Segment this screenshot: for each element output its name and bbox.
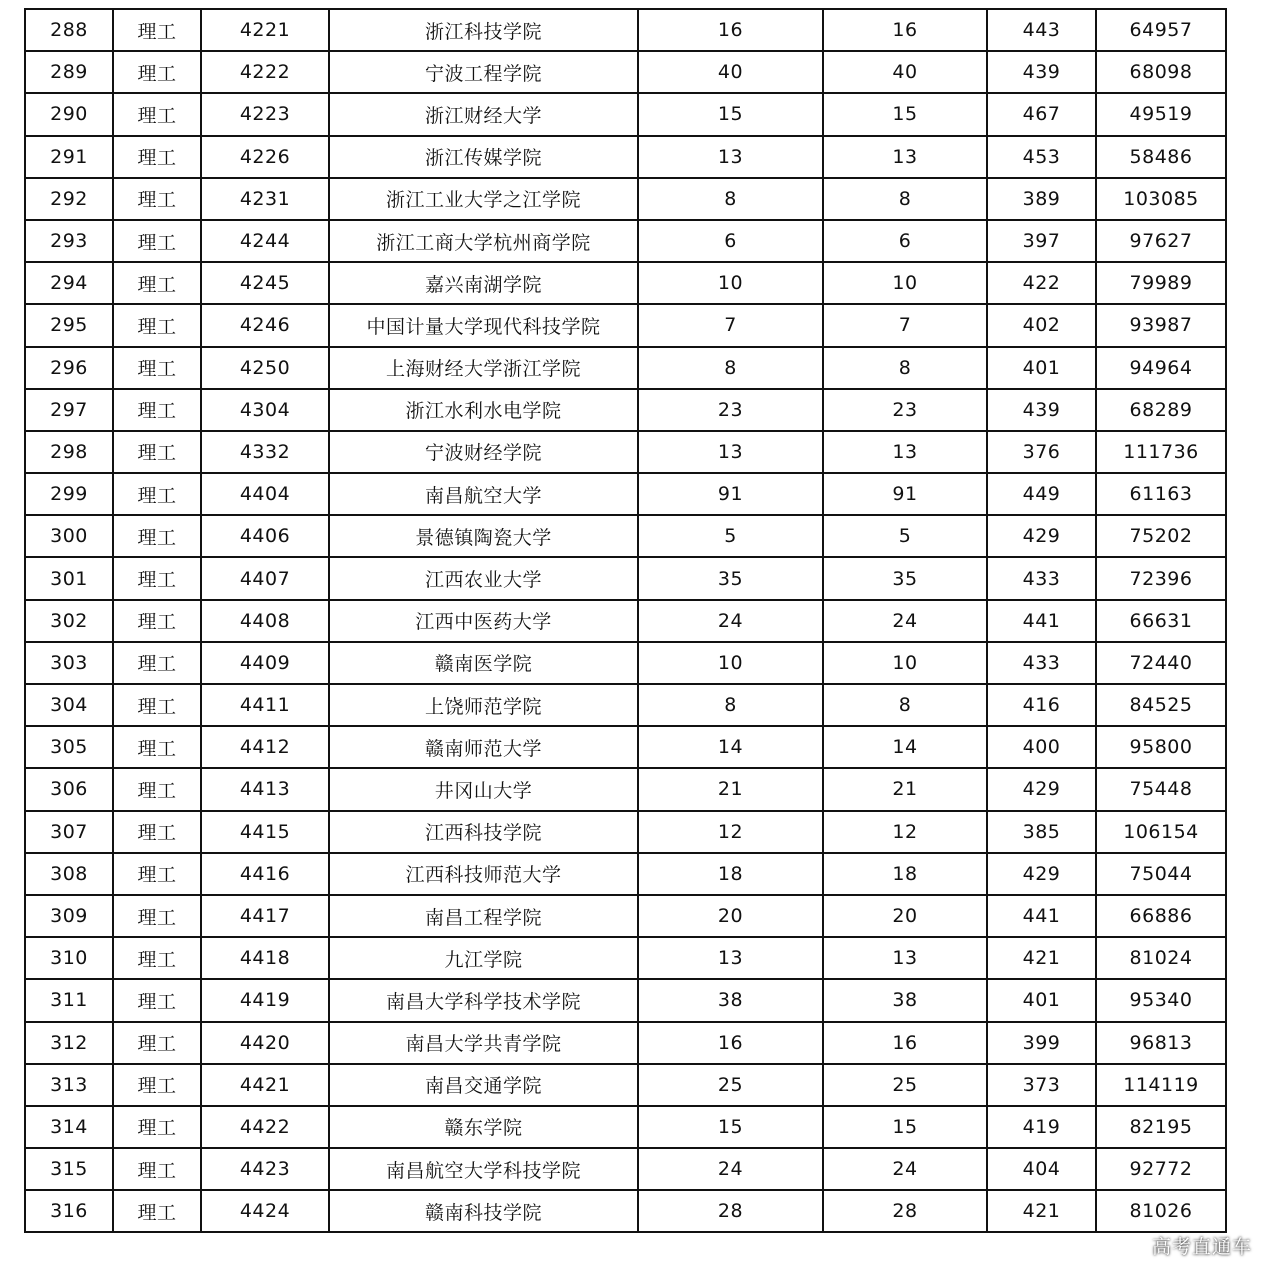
table-row (25, 642, 1226, 684)
min-score-cell: 400 (987, 726, 1096, 768)
index-cell: 295 (25, 304, 113, 346)
table-row (25, 853, 1226, 895)
table-row (25, 726, 1226, 768)
rank-cell: 75448 (1096, 768, 1226, 810)
admitted-count-cell: 13 (823, 937, 987, 979)
rank-cell: 72396 (1096, 557, 1226, 599)
table-row (25, 937, 1226, 979)
school-code-cell: 4418 (201, 937, 329, 979)
category-cell: 理工 (113, 51, 201, 93)
min-score-cell: 401 (987, 979, 1096, 1021)
min-score-cell: 439 (987, 389, 1096, 431)
watermark-text: 高考直通车 (1151, 1236, 1252, 1258)
admitted-count-cell: 20 (823, 895, 987, 937)
admitted-count-cell: 8 (823, 347, 987, 389)
rank-cell: 81026 (1096, 1190, 1226, 1232)
admitted-count-cell: 18 (823, 853, 987, 895)
rank-cell: 95340 (1096, 979, 1226, 1021)
table-row (25, 93, 1226, 135)
category-cell: 理工 (113, 895, 201, 937)
rank-cell: 111736 (1096, 431, 1226, 473)
school-name-cell: 浙江工商大学杭州商学院 (329, 220, 638, 262)
index-cell: 313 (25, 1064, 113, 1106)
table-row (25, 600, 1226, 642)
index-cell: 302 (25, 600, 113, 642)
rank-cell: 64957 (1096, 9, 1226, 51)
table-row (25, 473, 1226, 515)
category-cell: 理工 (113, 431, 201, 473)
min-score-cell: 397 (987, 220, 1096, 262)
school-code-cell: 4417 (201, 895, 329, 937)
school-code-cell: 4413 (201, 768, 329, 810)
school-code-cell: 4420 (201, 1022, 329, 1064)
admitted-count-cell: 40 (823, 51, 987, 93)
school-code-cell: 4245 (201, 262, 329, 304)
rank-cell: 103085 (1096, 178, 1226, 220)
index-cell: 308 (25, 853, 113, 895)
category-cell: 理工 (113, 979, 201, 1021)
school-name-cell: 上海财经大学浙江学院 (329, 347, 638, 389)
admitted-count-cell: 16 (823, 9, 987, 51)
category-cell: 理工 (113, 1022, 201, 1064)
index-cell: 288 (25, 9, 113, 51)
admitted-count-cell: 15 (823, 93, 987, 135)
table-row (25, 9, 1226, 51)
rank-cell: 97627 (1096, 220, 1226, 262)
table-row (25, 389, 1226, 431)
plan-count-cell: 8 (638, 347, 823, 389)
plan-count-cell: 38 (638, 979, 823, 1021)
category-cell: 理工 (113, 1148, 201, 1190)
school-code-cell: 4221 (201, 9, 329, 51)
category-cell: 理工 (113, 811, 201, 853)
school-name-cell: 宁波工程学院 (329, 51, 638, 93)
min-score-cell: 439 (987, 51, 1096, 93)
plan-count-cell: 40 (638, 51, 823, 93)
admitted-count-cell: 6 (823, 220, 987, 262)
school-name-cell: 江西科技师范大学 (329, 853, 638, 895)
rank-cell: 49519 (1096, 93, 1226, 135)
category-cell: 理工 (113, 515, 201, 557)
table-row (25, 1064, 1226, 1106)
plan-count-cell: 7 (638, 304, 823, 346)
min-score-cell: 385 (987, 811, 1096, 853)
category-cell: 理工 (113, 178, 201, 220)
index-cell: 298 (25, 431, 113, 473)
category-cell: 理工 (113, 557, 201, 599)
index-cell: 311 (25, 979, 113, 1021)
admitted-count-cell: 15 (823, 1106, 987, 1148)
school-code-cell: 4415 (201, 811, 329, 853)
rank-cell: 68289 (1096, 389, 1226, 431)
admitted-count-cell: 7 (823, 304, 987, 346)
school-code-cell: 4423 (201, 1148, 329, 1190)
school-name-cell: 江西科技学院 (329, 811, 638, 853)
plan-count-cell: 15 (638, 93, 823, 135)
admitted-count-cell: 8 (823, 684, 987, 726)
plan-count-cell: 24 (638, 600, 823, 642)
rank-cell: 81024 (1096, 937, 1226, 979)
school-code-cell: 4422 (201, 1106, 329, 1148)
category-cell: 理工 (113, 304, 201, 346)
rank-cell: 72440 (1096, 642, 1226, 684)
admitted-count-cell: 16 (823, 1022, 987, 1064)
category-cell: 理工 (113, 473, 201, 515)
admitted-count-cell: 10 (823, 262, 987, 304)
category-cell: 理工 (113, 1106, 201, 1148)
rank-cell: 84525 (1096, 684, 1226, 726)
plan-count-cell: 24 (638, 1148, 823, 1190)
plan-count-cell: 13 (638, 937, 823, 979)
school-code-cell: 4424 (201, 1190, 329, 1232)
table-row (25, 178, 1226, 220)
table-row (25, 51, 1226, 93)
category-cell: 理工 (113, 600, 201, 642)
index-cell: 307 (25, 811, 113, 853)
rank-cell: 96813 (1096, 1022, 1226, 1064)
category-cell: 理工 (113, 220, 201, 262)
school-name-cell: 赣南科技学院 (329, 1190, 638, 1232)
rank-cell: 82195 (1096, 1106, 1226, 1148)
category-cell: 理工 (113, 642, 201, 684)
category-cell: 理工 (113, 136, 201, 178)
index-cell: 294 (25, 262, 113, 304)
table-row (25, 220, 1226, 262)
admitted-count-cell: 38 (823, 979, 987, 1021)
admitted-count-cell: 28 (823, 1190, 987, 1232)
min-score-cell: 441 (987, 895, 1096, 937)
rank-cell: 75044 (1096, 853, 1226, 895)
admitted-count-cell: 23 (823, 389, 987, 431)
school-name-cell: 赣南医学院 (329, 642, 638, 684)
min-score-cell: 421 (987, 937, 1096, 979)
school-name-cell: 浙江财经大学 (329, 93, 638, 135)
rank-cell: 58486 (1096, 136, 1226, 178)
table-row (25, 515, 1226, 557)
category-cell: 理工 (113, 1064, 201, 1106)
plan-count-cell: 13 (638, 136, 823, 178)
school-name-cell: 浙江水利水电学院 (329, 389, 638, 431)
rank-cell: 92772 (1096, 1148, 1226, 1190)
min-score-cell: 433 (987, 642, 1096, 684)
admitted-count-cell: 35 (823, 557, 987, 599)
admitted-count-cell: 10 (823, 642, 987, 684)
school-code-cell: 4231 (201, 178, 329, 220)
rank-cell: 61163 (1096, 473, 1226, 515)
rank-cell: 93987 (1096, 304, 1226, 346)
plan-count-cell: 10 (638, 642, 823, 684)
category-cell: 理工 (113, 347, 201, 389)
rank-cell: 114119 (1096, 1064, 1226, 1106)
table-row (25, 557, 1226, 599)
school-code-cell: 4246 (201, 304, 329, 346)
admitted-count-cell: 5 (823, 515, 987, 557)
plan-count-cell: 91 (638, 473, 823, 515)
plan-count-cell: 12 (638, 811, 823, 853)
table-row (25, 811, 1226, 853)
min-score-cell: 416 (987, 684, 1096, 726)
school-name-cell: 江西农业大学 (329, 557, 638, 599)
plan-count-cell: 8 (638, 684, 823, 726)
school-name-cell: 井冈山大学 (329, 768, 638, 810)
table-row (25, 768, 1226, 810)
rank-cell: 75202 (1096, 515, 1226, 557)
min-score-cell: 373 (987, 1064, 1096, 1106)
school-code-cell: 4416 (201, 853, 329, 895)
min-score-cell: 467 (987, 93, 1096, 135)
school-name-cell: 赣南师范大学 (329, 726, 638, 768)
school-name-cell: 九江学院 (329, 937, 638, 979)
min-score-cell: 419 (987, 1106, 1096, 1148)
index-cell: 300 (25, 515, 113, 557)
min-score-cell: 421 (987, 1190, 1096, 1232)
category-cell: 理工 (113, 1190, 201, 1232)
index-cell: 301 (25, 557, 113, 599)
plan-count-cell: 25 (638, 1064, 823, 1106)
school-code-cell: 4250 (201, 347, 329, 389)
school-code-cell: 4411 (201, 684, 329, 726)
admitted-count-cell: 12 (823, 811, 987, 853)
index-cell: 297 (25, 389, 113, 431)
min-score-cell: 376 (987, 431, 1096, 473)
index-cell: 299 (25, 473, 113, 515)
school-code-cell: 4409 (201, 642, 329, 684)
index-cell: 316 (25, 1190, 113, 1232)
school-name-cell: 宁波财经学院 (329, 431, 638, 473)
admitted-count-cell: 21 (823, 768, 987, 810)
table-row (25, 347, 1226, 389)
index-cell: 304 (25, 684, 113, 726)
plan-count-cell: 16 (638, 9, 823, 51)
school-name-cell: 南昌大学科学技术学院 (329, 979, 638, 1021)
plan-count-cell: 35 (638, 557, 823, 599)
category-cell: 理工 (113, 262, 201, 304)
plan-count-cell: 8 (638, 178, 823, 220)
index-cell: 292 (25, 178, 113, 220)
school-code-cell: 4226 (201, 136, 329, 178)
category-cell: 理工 (113, 93, 201, 135)
school-name-cell: 上饶师范学院 (329, 684, 638, 726)
plan-count-cell: 16 (638, 1022, 823, 1064)
admitted-count-cell: 13 (823, 136, 987, 178)
min-score-cell: 453 (987, 136, 1096, 178)
school-name-cell: 南昌交通学院 (329, 1064, 638, 1106)
plan-count-cell: 23 (638, 389, 823, 431)
school-code-cell: 4222 (201, 51, 329, 93)
plan-count-cell: 15 (638, 1106, 823, 1148)
plan-count-cell: 5 (638, 515, 823, 557)
table-row (25, 895, 1226, 937)
category-cell: 理工 (113, 768, 201, 810)
index-cell: 312 (25, 1022, 113, 1064)
rank-cell: 94964 (1096, 347, 1226, 389)
table-row (25, 1190, 1226, 1232)
school-name-cell: 浙江工业大学之江学院 (329, 178, 638, 220)
min-score-cell: 399 (987, 1022, 1096, 1064)
admitted-count-cell: 24 (823, 1148, 987, 1190)
category-cell: 理工 (113, 9, 201, 51)
min-score-cell: 389 (987, 178, 1096, 220)
admitted-count-cell: 14 (823, 726, 987, 768)
school-name-cell: 南昌工程学院 (329, 895, 638, 937)
index-cell: 306 (25, 768, 113, 810)
school-code-cell: 4421 (201, 1064, 329, 1106)
school-code-cell: 4412 (201, 726, 329, 768)
school-name-cell: 浙江传媒学院 (329, 136, 638, 178)
admission-table (24, 8, 1227, 1233)
plan-count-cell: 13 (638, 431, 823, 473)
rank-cell: 66886 (1096, 895, 1226, 937)
plan-count-cell: 21 (638, 768, 823, 810)
category-cell: 理工 (113, 684, 201, 726)
table-row (25, 979, 1226, 1021)
school-code-cell: 4419 (201, 979, 329, 1021)
table-row (25, 136, 1226, 178)
min-score-cell: 429 (987, 853, 1096, 895)
min-score-cell: 433 (987, 557, 1096, 599)
rank-cell: 66631 (1096, 600, 1226, 642)
school-code-cell: 4332 (201, 431, 329, 473)
category-cell: 理工 (113, 937, 201, 979)
plan-count-cell: 28 (638, 1190, 823, 1232)
category-cell: 理工 (113, 726, 201, 768)
table-row (25, 1148, 1226, 1190)
admitted-count-cell: 24 (823, 600, 987, 642)
min-score-cell: 449 (987, 473, 1096, 515)
index-cell: 296 (25, 347, 113, 389)
school-name-cell: 嘉兴南湖学院 (329, 262, 638, 304)
school-name-cell: 南昌航空大学科技学院 (329, 1148, 638, 1190)
index-cell: 290 (25, 93, 113, 135)
plan-count-cell: 10 (638, 262, 823, 304)
school-name-cell: 景德镇陶瓷大学 (329, 515, 638, 557)
plan-count-cell: 20 (638, 895, 823, 937)
index-cell: 305 (25, 726, 113, 768)
school-name-cell: 江西中医药大学 (329, 600, 638, 642)
index-cell: 293 (25, 220, 113, 262)
table-row (25, 1106, 1226, 1148)
table-row (25, 304, 1226, 346)
table-row (25, 684, 1226, 726)
school-code-cell: 4406 (201, 515, 329, 557)
min-score-cell: 441 (987, 600, 1096, 642)
school-name-cell: 浙江科技学院 (329, 9, 638, 51)
school-code-cell: 4223 (201, 93, 329, 135)
school-name-cell: 南昌大学共青学院 (329, 1022, 638, 1064)
min-score-cell: 429 (987, 515, 1096, 557)
table-body (25, 9, 1226, 1232)
min-score-cell: 443 (987, 9, 1096, 51)
category-cell: 理工 (113, 389, 201, 431)
index-cell: 315 (25, 1148, 113, 1190)
index-cell: 303 (25, 642, 113, 684)
table-row (25, 262, 1226, 304)
school-name-cell: 赣东学院 (329, 1106, 638, 1148)
index-cell: 310 (25, 937, 113, 979)
index-cell: 309 (25, 895, 113, 937)
admission-table-container (24, 8, 1225, 1233)
rank-cell: 79989 (1096, 262, 1226, 304)
rank-cell: 95800 (1096, 726, 1226, 768)
index-cell: 289 (25, 51, 113, 93)
admitted-count-cell: 8 (823, 178, 987, 220)
plan-count-cell: 14 (638, 726, 823, 768)
school-code-cell: 4407 (201, 557, 329, 599)
plan-count-cell: 6 (638, 220, 823, 262)
min-score-cell: 422 (987, 262, 1096, 304)
category-cell: 理工 (113, 853, 201, 895)
rank-cell: 68098 (1096, 51, 1226, 93)
admitted-count-cell: 91 (823, 473, 987, 515)
min-score-cell: 429 (987, 768, 1096, 810)
school-code-cell: 4404 (201, 473, 329, 515)
min-score-cell: 401 (987, 347, 1096, 389)
table-row (25, 431, 1226, 473)
school-name-cell: 南昌航空大学 (329, 473, 638, 515)
admitted-count-cell: 13 (823, 431, 987, 473)
plan-count-cell: 18 (638, 853, 823, 895)
admitted-count-cell: 25 (823, 1064, 987, 1106)
index-cell: 314 (25, 1106, 113, 1148)
index-cell: 291 (25, 136, 113, 178)
rank-cell: 106154 (1096, 811, 1226, 853)
min-score-cell: 404 (987, 1148, 1096, 1190)
school-code-cell: 4304 (201, 389, 329, 431)
school-name-cell: 中国计量大学现代科技学院 (329, 304, 638, 346)
table-row (25, 1022, 1226, 1064)
min-score-cell: 402 (987, 304, 1096, 346)
school-code-cell: 4408 (201, 600, 329, 642)
school-code-cell: 4244 (201, 220, 329, 262)
